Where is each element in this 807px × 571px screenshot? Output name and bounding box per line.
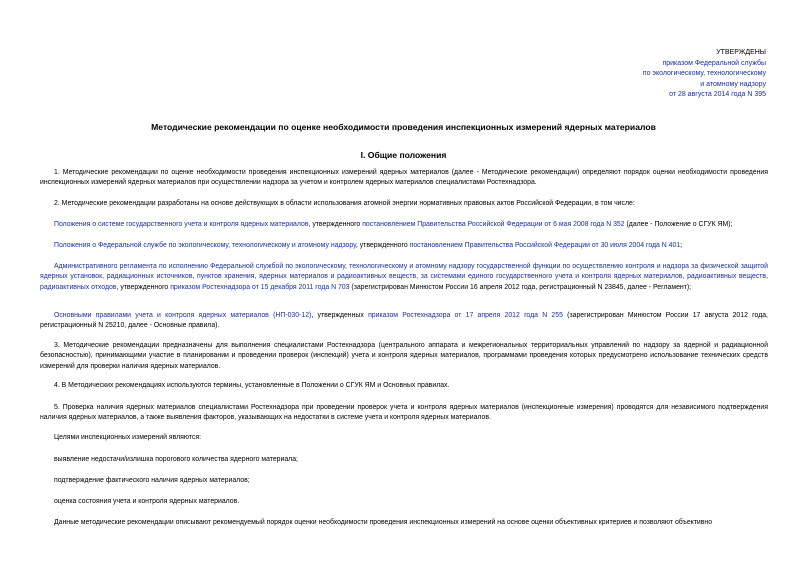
paragraph-4-text-1: , утвержденного — [355, 242, 410, 249]
approval-line-4[interactable]: от 28 августа 2014 года N 395 — [669, 91, 766, 98]
paragraph-14: Данные методические рекомендации описывают рекомендуемый порядок оценки необходимости проведения инспекционных измерений на основе оценки объективных критериев и позволяют объективно — [54, 519, 713, 526]
paragraph-11: выявление недостачи/излишка порогового количества ядерного материала; — [54, 456, 298, 463]
paragraph-6-text-1: , утвержденных — [311, 312, 369, 319]
paragraph-3 — [40, 220, 768, 230]
link-order-255[interactable]: приказом Ростехнадзора от 17 апреля 2012 года N 255 — [368, 312, 563, 319]
link-administrative-regulation[interactable]: Административного регламента по исполнению Федеральной службой по экологическому, технологическому и атомному надзору государственной функции по осуществлению контроля и надзора за физической защитой ядерных установок, радиационных источников, пунктов хранения, ядерных материалов и радиоактивных веществ, за системами единого государственного учета и контроля ядерных материалов, радиоактивных веществ, радиоактивных отходов — [40, 263, 768, 291]
link-government-decree-401[interactable]: постановлением Правительства Российской Федерации от 30 июля 2004 года N 401 — [409, 242, 681, 249]
approval-block — [506, 48, 766, 101]
link-rostekhnadzor-regulation[interactable]: Положения о Федеральной службе по экологическому, технологическому и атомному надзору — [54, 242, 356, 249]
approval-heading: УТВЕРЖДЕНЫ — [716, 49, 766, 56]
paragraph-6 — [40, 311, 768, 332]
paragraph-5-text-1: , утвержденного — [116, 283, 171, 291]
paragraph-8: 4. В Методических рекомендациях используются термины, установленные в Положении о СГУК ЯМ и Основных правилах. — [54, 382, 450, 389]
paragraph-7: 3. Методические рекомендации предназначены для выполнения специалистами Ростехнадзора (центрального аппарата и межрегиональных территориальных управлений по надзору за ядерной и радиационной безопасностью), принимающими участие в планировании и проведении проверок (инспекций) учета и контроля ядерных материалов, программами проведения которых предусмотрено использование технических средств измерений для проверки наличия ядерных материалов. — [40, 342, 768, 370]
paragraph-5 — [40, 262, 768, 293]
paragraph-5-text-2: (зарегистрирован Минюстом России 16 апреля 2012 года, регистрационный N 23845, далее - Регламент); — [349, 283, 692, 291]
paragraph-10: Целями инспекционных измерений являются: — [54, 434, 202, 441]
link-government-decree-352[interactable]: постановлением Правительства Российской Федерации от 6 мая 2008 года N 352 — [362, 221, 625, 228]
document-title: Методические рекомендации по оценке необходимости проведения инспекционных измерений ядерных материалов — [151, 122, 656, 132]
paragraph-1: 1. Методические рекомендации по оценке необходимости проведения инспекционных измерений ядерных материалов (далее - Методические рекомендации) определяют порядок оценки необходимости проведения инспекционных измерений ядерных материалов при осуществлении надзора за учетом и контролем ядерных материалов специалистами Ростехнадзора. — [40, 169, 768, 187]
approval-line-2[interactable]: по экологическому, технологическому — [642, 70, 766, 77]
paragraph-3-text-1: , утвержденного — [308, 221, 363, 228]
paragraph-9: 5. Проверка наличия ядерных материалов специалистами Ростехнадзора при проведении проверок учета и контроля ядерных материалов (инспекционные измерения) проводятся для независимого подтверждения наличия ядерных материалов, а также выявления факторов, указывающих на недостатки в системе учета и контроля ядерных материалов. — [40, 404, 768, 422]
paragraph-12: подтверждение фактического наличия ядерных материалов; — [54, 477, 250, 484]
paragraph-2: 2. Методические рекомендации разработаны на основе действующих в области использования атомной энергии нормативных правовых актов Российской Федерации, в том числе: — [54, 200, 635, 207]
link-sguk-regulation[interactable]: Положения о системе государственного учета и контроля ядерных материалов — [54, 221, 309, 228]
approval-line-1[interactable]: приказом Федеральной службы — [662, 59, 766, 67]
section-title: I. Общие положения — [360, 150, 447, 160]
paragraph-4-text-2: ; — [680, 242, 683, 249]
paragraph-13: оценка состояния учета и контроля ядерных материалов. — [54, 498, 240, 505]
link-basic-rules-np-030-12[interactable]: Основными правилами учета и контроля ядерных материалов (НП-030-12) — [54, 312, 312, 319]
approval-line-3[interactable]: и атомному надзору — [700, 80, 766, 88]
link-order-703[interactable]: приказом Ростехнадзора от 15 декабря 2011 года N 703 — [170, 283, 350, 291]
paragraph-6-text-2: (зарегистрирован Минюстом России 17 августа 2012 года, регистрационный N 25210, далее - Основные правила). — [40, 312, 768, 330]
paragraph-3-text-2: (далее - Положение о СГУК ЯМ); — [624, 221, 733, 228]
paragraph-4 — [40, 241, 768, 251]
